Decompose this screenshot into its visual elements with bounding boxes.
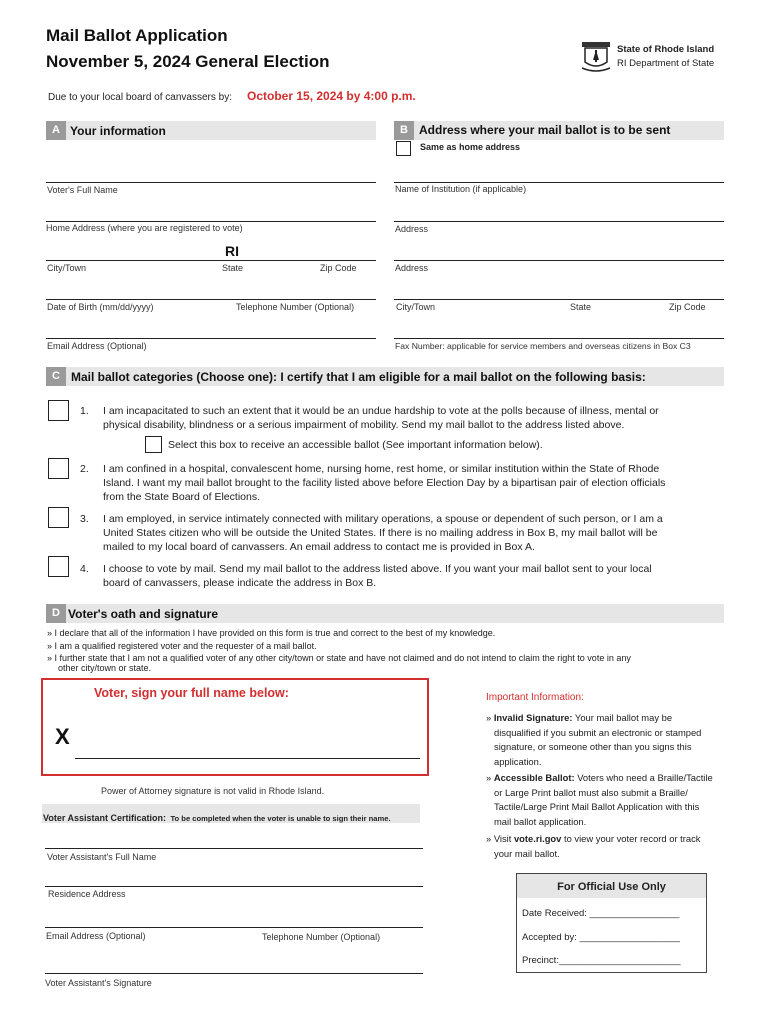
assistant-email-phone-field[interactable] — [45, 927, 423, 928]
fax-field[interactable] — [394, 338, 724, 339]
institution-label: Name of Institution (if applicable) — [395, 184, 527, 194]
accepted-by-field: Accepted by: ___________________ — [522, 932, 680, 943]
important-heading: Important Information: — [486, 692, 584, 703]
accessible-ballot-line-1: » Accessible Ballot: Voters who need a Braille/Tactile — [486, 772, 713, 783]
assistant-name-label: Voter Assistant's Full Name — [47, 852, 157, 862]
state-seal-icon — [579, 40, 613, 74]
fax-label: Fax Number: applicable for service members and overseas citizens in Box C3 — [395, 341, 691, 351]
category-3-checkbox[interactable] — [48, 507, 69, 528]
mail-city-label: City/Town — [396, 302, 436, 312]
assistant-signature-label: Voter Assistant's Signature — [45, 978, 152, 988]
category-3-text-1: I am employed, in service intimately connected with military operations, a spouse or dependent of such person, or I am a — [103, 513, 663, 525]
category-3-text-3: mailed to my local board of canvassers. An email address to contact me is provided in Box A. — [103, 541, 535, 553]
city-state-zip-field[interactable] — [46, 260, 376, 261]
invalid-signature-bold: Invalid Signature: — [493, 712, 573, 723]
mail-address-label-1: Address — [395, 224, 429, 234]
date-received-field: Date Received: _________________ — [522, 908, 680, 919]
department-name: RI Department of State — [617, 58, 715, 69]
invalid-signature-line-1: » Invalid Signature: Your mail ballot may be — [486, 712, 673, 723]
assistant-residence-field[interactable] — [45, 886, 423, 887]
state-value: RI — [225, 243, 239, 259]
visit-line-1: » Visit vote.ri.gov to view your voter record or track — [486, 833, 701, 844]
assistant-residence-label: Residence Address — [48, 889, 126, 899]
state-label: State — [222, 263, 244, 273]
assistant-signature-field[interactable] — [45, 973, 423, 974]
oath-line-3: » I further state that I am not a qualified voter of any other city/town or state and have not claimed and do not intend to claim the right to vote in any — [47, 653, 631, 663]
assistant-cert-bold: Voter Assistant Certification: — [43, 813, 167, 823]
category-1-number: 1. — [80, 405, 89, 417]
same-as-home-label: Same as home address — [420, 142, 521, 152]
assistant-name-field[interactable] — [45, 848, 423, 849]
home-address-label: Home Address (where you are registered to vote) — [46, 223, 243, 233]
due-date: October 15, 2024 by 4:00 p.m. — [247, 89, 416, 103]
full-name-label: Voter's Full Name — [47, 185, 118, 195]
section-b-badge: B — [394, 121, 414, 140]
visit-line-2: your mail ballot. — [494, 847, 560, 859]
assistant-email-label: Email Address (Optional) — [46, 931, 146, 941]
signature-x-mark: X — [55, 724, 70, 749]
assistant-cert-rest: To be completed when the voter is unable to sign their name. — [170, 814, 391, 823]
vote-ri-gov-link[interactable]: vote.ri.gov — [513, 833, 562, 844]
category-1-text-1: I am incapacitated to such an extent that it would be an undue hardship to vote at the polls because of illness, mental or — [103, 405, 659, 417]
category-1-checkbox[interactable] — [48, 400, 69, 421]
mail-zip-label: Zip Code — [669, 302, 706, 312]
accessible-ballot-bold: Accessible Ballot: — [493, 772, 575, 783]
mail-address-field-2[interactable] — [394, 260, 724, 261]
assistant-phone-label: Telephone Number (Optional) — [262, 932, 381, 942]
category-3-number: 3. — [80, 513, 89, 525]
invalid-signature-line-2: disqualified if you submit an electronic or stamped — [494, 726, 702, 738]
category-4-number: 4. — [80, 563, 89, 575]
section-a-badge: A — [46, 121, 66, 140]
precinct-field: Precinct:_______________________ — [522, 955, 681, 966]
full-name-field[interactable] — [46, 182, 376, 183]
accessible-ballot-line-4: mail ballot application. — [494, 815, 587, 827]
mail-address-field-1[interactable] — [394, 221, 724, 222]
signature-heading: Voter, sign your full name below: — [94, 686, 289, 700]
oath-line-4: other city/town or state. — [58, 663, 152, 673]
section-c-badge: C — [46, 367, 66, 386]
mail-state-label: State — [570, 302, 592, 312]
accessible-ballot-checkbox[interactable] — [145, 436, 162, 453]
category-2-text-3: from the State Board of Elections. — [103, 491, 260, 503]
section-a-title: Your information — [70, 124, 166, 138]
section-b-title: Address where your mail ballot is to be sent — [419, 123, 671, 137]
email-field[interactable] — [46, 338, 376, 339]
oath-line-2: » I am a qualified registered voter and the requester of a mail ballot. — [47, 640, 317, 651]
section-c-title: Mail ballot categories (Choose one): I certify that I am eligible for a mail ballot on the following basis: — [71, 370, 646, 384]
category-2-text-1: I am confined in a hospital, convalescent home, nursing home, rest home, or similar institution within the State of Rhode — [103, 463, 660, 475]
home-address-field[interactable] — [46, 221, 376, 222]
accessible-ballot-line-2: or Large Print ballot must also submit a Braille/ — [494, 786, 688, 798]
dob-phone-field[interactable] — [46, 299, 376, 300]
voter-signature-line[interactable] — [75, 758, 420, 759]
invalid-signature-line-3: signature, or someone other than you signs this — [494, 741, 692, 752]
state-name: State of Rhode Island — [617, 44, 715, 55]
category-2-checkbox[interactable] — [48, 458, 69, 479]
city-label: City/Town — [47, 263, 87, 273]
mail-city-state-zip-field[interactable] — [394, 299, 724, 300]
dob-label: Date of Birth (mm/dd/yyyy) — [47, 302, 154, 312]
category-4-text-2: board of canvassers, please indicate the address in Box B. — [103, 577, 377, 589]
accessible-ballot-line-3: Tactile/Large Print Mail Ballot Application with this — [494, 801, 700, 812]
institution-field[interactable] — [394, 182, 724, 183]
phone-label: Telephone Number (Optional) — [236, 302, 355, 312]
category-4-checkbox[interactable] — [48, 556, 69, 577]
section-d-badge: D — [46, 604, 66, 623]
category-3-text-2: United States citizen who will be outside the United States. If there is no mailing address in Box B, my mail ballot will be — [103, 527, 658, 539]
category-1-text-2: physical disability, blindness or a serious impairment of mobility. Send my mail ballot to the address listed above. — [103, 419, 625, 431]
zip-label: Zip Code — [320, 263, 357, 273]
due-prefix: Due to your local board of canvassers by: — [48, 92, 232, 103]
email-label: Email Address (Optional) — [47, 341, 147, 351]
form-title: Mail Ballot Application — [46, 26, 228, 45]
mail-address-label-2: Address — [395, 263, 429, 273]
category-2-text-2: Island. I want my mail ballot brought to the facility listed above before Election Day by a bipartisan pair of election officials — [103, 477, 666, 489]
category-4-text-1: I choose to vote by mail. Send my mail ballot to the address listed above. If you want your mail ballot sent to your local — [103, 563, 652, 575]
assistant-cert-heading — [43, 808, 391, 826]
accessible-ballot-label: Select this box to receive an accessible ballot (See important information below). — [168, 439, 543, 451]
election-title: November 5, 2024 General Election — [46, 52, 330, 71]
section-d-title: Voter's oath and signature — [68, 607, 218, 621]
category-2-number: 2. — [80, 463, 89, 475]
official-use-title: For Official Use Only — [557, 881, 666, 893]
poa-note: Power of Attorney signature is not valid in Rhode Island. — [101, 786, 325, 796]
oath-line-1: » I declare that all of the information I have provided on this form is true and correct to the best of my knowledge. — [47, 628, 496, 638]
invalid-signature-line-4: application. — [494, 755, 542, 767]
same-as-home-checkbox[interactable] — [396, 141, 411, 156]
